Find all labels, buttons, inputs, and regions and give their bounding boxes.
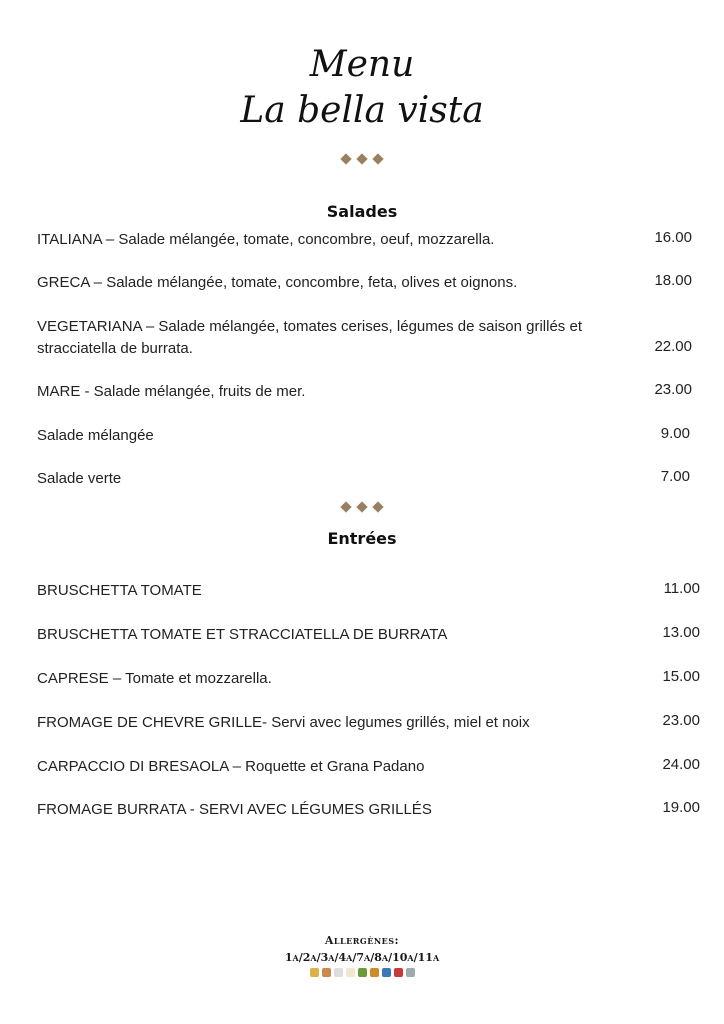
nut-icon xyxy=(370,968,379,977)
crab-icon xyxy=(394,968,403,977)
menu-title: Menu xyxy=(309,44,415,85)
egg-icon xyxy=(346,968,355,977)
diamond-icon xyxy=(340,501,351,512)
celery-icon xyxy=(358,968,367,977)
allergens-title: Allergènes: xyxy=(324,934,400,947)
menu-item-salade-verte: Salade verte xyxy=(37,470,122,487)
menu-item-vegetariana: VEGETARIANA – Salade mélangée, tomates cerises, légumes de saison grillés et stracciatella de burrata. xyxy=(37,318,582,357)
menu-item-carpaccio: CARPACCIO DI BRESAOLA – Roquette et Grana Padano xyxy=(37,758,425,775)
menu-item-price: 24.00 xyxy=(662,756,700,773)
diamond-divider-middle xyxy=(0,503,724,511)
menu-item-price: 23.00 xyxy=(654,381,692,398)
menu-item-fromage-burrata: FROMAGE BURRATA - SERVI AVEC LÉGUMES GRILLÉS xyxy=(37,801,432,818)
diamond-icon xyxy=(356,501,367,512)
menu-item-fromage-chevre: FROMAGE DE CHEVRE GRILLE- Servi avec legumes grillés, miel et noix xyxy=(37,714,530,731)
wheat-icon xyxy=(310,968,319,977)
menu-item-price: 15.00 xyxy=(662,668,700,685)
allergen-icons xyxy=(0,968,724,977)
menu-item-greca: GRECA – Salade mélangée, tomate, concombre, feta, olives et oignons. xyxy=(37,274,518,291)
diamond-icon xyxy=(372,153,383,164)
menu-item-price: 19.00 xyxy=(662,799,700,816)
menu-item-price: 18.00 xyxy=(654,272,692,289)
fish-icon xyxy=(382,968,391,977)
menu-item-italiana: ITALIANA – Salade mélangée, tomate, concombre, oeuf, mozzarella. xyxy=(37,231,495,248)
menu-item-price: 23.00 xyxy=(662,712,700,729)
menu-item-bruschetta: BRUSCHETTA TOMATE xyxy=(37,582,202,599)
diamond-icon xyxy=(372,501,383,512)
section-title-salades: Salades xyxy=(326,202,398,221)
diamond-icon xyxy=(356,153,367,164)
menu-item-price: 22.00 xyxy=(654,338,692,355)
allergens-codes: 1a/2a/3a/4a/7a/8a/10a/11a xyxy=(284,951,440,964)
section-title-entrees: Entrées xyxy=(327,529,397,548)
menu-item-price: 11.00 xyxy=(663,580,700,597)
menu-item-price: 9.00 xyxy=(660,425,690,442)
peanut-icon xyxy=(322,968,331,977)
menu-item-bruschetta-burrata: BRUSCHETTA TOMATE ET STRACCIATELLA DE BURRATA xyxy=(37,626,448,643)
shell-icon xyxy=(406,968,415,977)
diamond-icon xyxy=(340,153,351,164)
menu-item-price: 13.00 xyxy=(662,624,700,641)
menu-item-salade-melangee: Salade mélangée xyxy=(37,427,154,444)
menu-item-price: 7.00 xyxy=(660,468,690,485)
restaurant-name: La bella vista xyxy=(240,90,484,131)
menu-item-caprese: CAPRESE – Tomate et mozzarella. xyxy=(37,670,272,687)
menu-item-mare: MARE - Salade mélangée, fruits de mer. xyxy=(37,383,306,400)
diamond-divider-top xyxy=(0,155,724,163)
menu-item-price: 16.00 xyxy=(654,229,692,246)
milk-icon xyxy=(334,968,343,977)
